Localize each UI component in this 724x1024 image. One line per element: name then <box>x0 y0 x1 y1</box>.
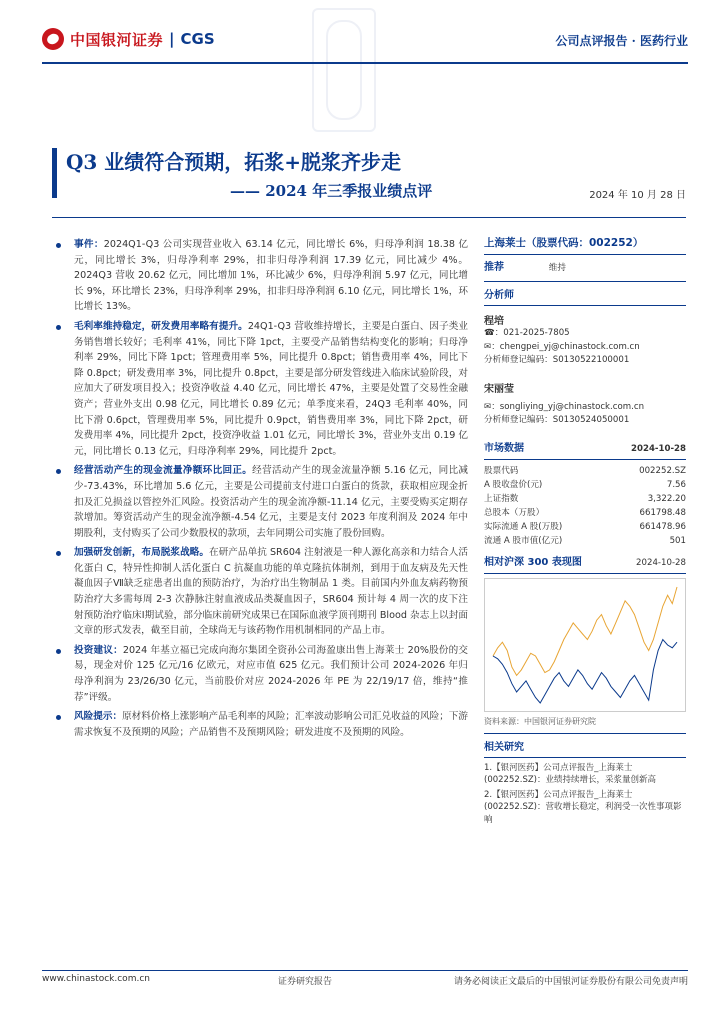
sidebar-rule <box>484 757 686 758</box>
chart-date: 2024-10-28 <box>636 557 686 568</box>
sidebar-rule <box>484 573 686 574</box>
page-title: Q3 业绩符合预期，拓浆+脱浆齐步走 <box>66 150 402 174</box>
rating-value: 维持 <box>548 263 566 273</box>
paragraph-margin: 毛利率维持稳定，研发费用率略有提升。24Q1-Q3 营收维持增长，主要是白蛋白、因子类业务销售增长较好；毛利率 41%，同比下降 1pct，主要受产品销售结构变化的影响；归母净利率 29%，同比下降 1pct；管理费用率 5%，同比提升 0.8pct；销售费用率 4%，同比下降 0.8pct；研发费用率 3%，同比提升 0.8pct，主要是部分研发管线进入临床试验阶段，对应加大了研发项目投入；投资净收益 4.40 亿元，同比增长 47%，主要是处置了交易性金融资产；营业外支出 0.98 亿元，同比增长 0.89 亿元；单季度来看，24Q3 毛利率 40%，同比下滑 0.6pct，管理费用率 5%，同比提升 0.9pct，销售费用率 3%，同比下降 2pct，研发费用率 4%，同比提升 2pct，投资净收益 1.01 亿元，同比增长 3%，营业外支出 0.19 亿元，同比增长 0.13 亿元，归母净利率 29%，同比提升 2pct。 <box>50 319 468 459</box>
footer-center: 证券研究报告 <box>278 977 333 987</box>
analyst-header: 分析师 <box>484 290 514 301</box>
market-date: 2024-10-28 <box>631 443 686 454</box>
paragraph-rnd: 加强研发创新，布局脱浆战略。在研产品单抗 SR604 注射液是一种人源化高亲和力结合人活化蛋白 C，特异性抑制人活化蛋白 C 抗凝血功能的单克隆抗体制剂，到用于血友病及先天性凝血因子Ⅶ缺乏症患者出血的预防治疗，为治疗出生物制品 1 类。目前国内外血友病药物预防治疗大多需每周 2-3 次静脉注射血液成品类凝血因子，SR604 预计每 4 周一次的皮下注射预防治疗临床Ⅰ期试验，部分临床前研究成果已在国际血液学顶刊期刊 Blood 杂志上以封面文章的形式发表，截至目前，全球尚无与该药物作用机制相同的产品上市。 <box>50 545 468 639</box>
market-header-row <box>484 440 686 458</box>
cgs-watermark <box>312 8 376 132</box>
report-date: 2024 年 10 月 28 日 <box>589 190 686 201</box>
footer-url[interactable]: www.chinastock.com.cn <box>42 974 150 984</box>
main-content <box>50 237 468 744</box>
rating-label: 推荐 <box>484 262 504 273</box>
footer-disclaimer: 请务必阅读正文最后的中国银河证券股份有限公司免责声明 <box>453 977 688 987</box>
analyst-email[interactable]: ✉：songliying_yj@chinastock.com.cn <box>484 401 645 412</box>
paragraph-investment: 投资建议：2024 年基立福已完成向海尔集团全资孙公司海盈康出售上海莱士 20%股份的交易，现金对价 125 亿元/16 亿欧元，对应市值 625 亿元。我们预计公司 2024-2026 年归母净利润为 23/26/30 亿元，当前股价对应 2024-2026 年 PE 为 22/19/17 倍，维持“推荐”评级。 <box>50 643 468 705</box>
report-type: 公司点评报告 · 医药行业 <box>555 34 688 48</box>
logo-separator: | <box>169 30 175 48</box>
logo-mark-icon <box>42 28 64 50</box>
sidebar-rule <box>484 305 686 306</box>
page-subtitle: —— 2024 年三季报业绩点评 <box>230 182 433 200</box>
analyst-name: 宋丽莹 <box>484 383 514 395</box>
header-rule <box>42 62 688 64</box>
sidebar-rule <box>484 733 686 734</box>
relative-performance-chart <box>484 578 686 712</box>
related-item[interactable]: 2.【银河医药】公司点评报告_上海莱士(002252.SZ)：营收增长稳定，利润受一次性事项影响 <box>484 789 682 825</box>
bullet-icon <box>56 551 61 556</box>
bullet-icon <box>56 325 61 330</box>
market-header: 市场数据 <box>484 442 524 454</box>
sidebar-rule <box>484 459 686 460</box>
title-divider <box>52 217 686 218</box>
series-line-上海莱士 <box>493 587 677 675</box>
paragraph-risk: 风险提示：原材料价格上涨影响产品毛利率的风险；汇率波动影响公司汇兑收益的风险；下游需求恢复不及预期的风险；产品销售不及预期风险；研发进度不及预期的风险。 <box>50 709 468 740</box>
market-row: 流通 A 股市值(亿元) 501 <box>484 535 686 546</box>
market-row: A 股收盘价(元) 7.56 <box>484 479 686 490</box>
rating-row <box>484 259 686 277</box>
chart-header-row <box>484 554 686 572</box>
logo-name: 中国银河证券 <box>70 30 164 49</box>
logo-abbr: CGS <box>180 30 215 48</box>
related-item[interactable]: 1.【银河医药】公司点评报告_上海莱士(002252.SZ)：业绩持续增长，采浆量创新高 <box>484 762 657 785</box>
company-name: 上海莱士（股票代码：002252） <box>484 237 644 249</box>
analyst-cert: 分析师登记编码：S0130524050001 <box>484 415 630 425</box>
analyst-phone: ☎：021-2025-7805 <box>484 328 570 338</box>
market-row: 股票代码 002252.SZ <box>484 465 686 476</box>
analyst-email[interactable]: ✉：chengpei_yj@chinastock.com.cn <box>484 341 640 352</box>
analyst-cert: 分析师登记编码：S0130522100001 <box>484 355 630 365</box>
paragraph-cashflow: 经营活动产生的现金流量净额环比回正。经营活动产生的现金流量净额 5.16 亿元，同比减少-73.43%，环比增加 5.6 亿元，主要是公司提前支付进口白蛋白的货款，获取相应现金折扣及汇兑损益以管控外汇风险。投资活动产生的现金流净额-11.14 亿元，主要受购买定期存款增加。筹资活动产生的现金流净额-4.54 亿元，主要是支付 2023 年度利润及 2024 年中期股利，支付购买了公司少数股权的款项，去年同期公司实施了股份回购。 <box>50 463 468 541</box>
market-row: 上证指数 3,322.20 <box>484 493 686 504</box>
market-row: 总股本（万股） 661798.48 <box>484 507 686 518</box>
bullet-icon <box>56 649 61 654</box>
sidebar-rule <box>484 254 686 255</box>
paragraph-event: 事件：2024Q1-Q3 公司实现营业收入 63.14 亿元，同比增长 6%，归母净利润 18.38 亿元，同比增长 3%，归母净利率 29%，扣非归母净利润 17.39 亿元，同比减少 4%。2024Q3 营收 20.62 亿元，同比增加 1%，环比减少 6%，归母净利润 5.97 亿元，同比增长 9%，环比增长 23%，归母净利率 29%，扣非归母净利润 6.10 亿元，同比增长 1%，环比增长 13%。 <box>50 237 468 315</box>
market-row: 实际流通 A 股(万股) 661478.96 <box>484 521 686 532</box>
footer-rule <box>42 970 688 971</box>
chart-header: 相对沪深 300 表现图 <box>484 556 582 568</box>
title-accent-bar <box>52 148 57 198</box>
bullet-icon <box>56 715 61 720</box>
analyst-name: 程培 <box>484 316 504 327</box>
bullet-icon <box>56 243 61 248</box>
company-logo <box>42 28 215 50</box>
chart-svg <box>485 579 685 711</box>
chart-source: 资料来源：中国银河证券研究院 <box>484 716 596 726</box>
bullet-icon <box>56 469 61 474</box>
related-header: 相关研究 <box>484 741 524 753</box>
sidebar-rule <box>484 281 686 282</box>
sidebar <box>484 235 686 826</box>
